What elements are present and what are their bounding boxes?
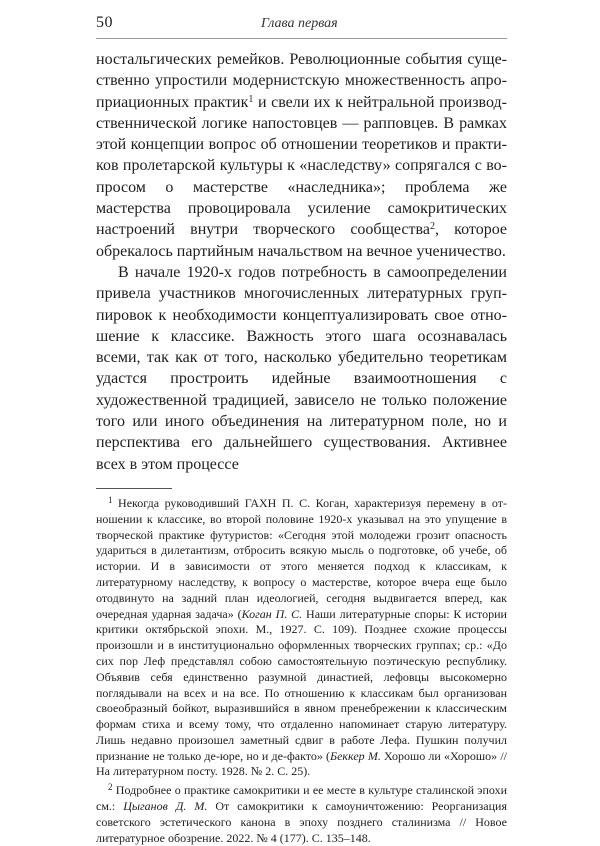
footnote-1-author-2: Беккер М. <box>330 748 381 763</box>
footnotes <box>96 496 507 846</box>
footnote-divider <box>96 488 172 489</box>
footnote-ref-1: 1 <box>248 93 254 105</box>
page-number: 50 <box>96 14 113 31</box>
chapter-title: Глава первая <box>261 16 338 31</box>
paragraph-1-part-1: ностальгических ремейков. Революционные события существенно упростили модернистскую множественность апроприационных практик <box>96 51 507 111</box>
footnote-1 <box>96 496 507 780</box>
paragraph-1 <box>96 49 507 262</box>
footnote-1-mark: 1 <box>108 494 113 505</box>
main-text <box>96 49 507 475</box>
paragraph-1-part-2: и свели их к нейтральной производственнической логике напостовцев — рапповцев. В рамках этой концепции вопрос об отношении теоретиков и практиков пролетарской культуры к «наследству» сопрягался с вопросом о мастерстве «наследника»; проблема же мастерства провоцировала усиление самокритических настроений внутри творческого сообщества <box>96 93 507 239</box>
running-head <box>96 12 507 39</box>
footnote-1-text-a: Некогда руководивший ГАХН П. С. Коган, характеризуя перемену в отношении к классике, во второй половине 1920-х указывал на это упущение в творческой практике футуристов: «Сегодня этой молодежи грозит опасность удариться в дилетантизм, отбросить всякую мысль о подготовке, об учебе, об истории. И в зависимости от этого меняется подход к классикам, к литературному наследству, к вопросу о мастерстве, которое вчера еще было отодвинуто на задний план идеологией, сегодня выдвигается вперед, как очередная ударная задача» ( <box>96 495 507 621</box>
paragraph-1-part-3: , которое обрекалось партийным начальством на вечное ученичество. <box>96 221 508 260</box>
footnote-2 <box>96 783 507 846</box>
paragraph-2: В начале 1920-х годов потребность в самоопределении привела участников многочисленных литературных группировок к необходимости концептуализировать свое отношение к классике. Важность этого шага осознавалась всеми, так как от того, насколько убедительно теоретикам удастся простроить идейные взаимоотношения с художественной традицией, зависело не только положение того или иного объединения на литературном поле, но и перспектива его дальнейшего существования. Активнее всех в этом процессе <box>96 263 507 473</box>
footnote-1-author-1: Коган П. С. <box>241 606 303 621</box>
footnote-1-text-b: Наши литературные споры: К истории критики октябрьской эпохи. М., 1927. С. 109). Позднее схожие процессы произошли и в институционально оформленных творческих группах; ср.: «До сих пор Леф представлял собою самостоятельную поэтическую республику. Объявив себя единственно разумной династией, лефовцы высокомерно поглядывали на всех и на все. По отношению к классикам был организован своеобразный бойкот, выразившийся в явном пренебрежении к классическим формам стиха и всему тому, что отдаленно напоминает старую литературу. Лишь недавно произошел заметный сдвиг в работе Лефа. Пушкин получил признание не только де-юре, но и де-факто» ( <box>96 606 507 763</box>
footnote-1-text-c: Хорошо ли «Хорошо» // На литературном посту. 1928. № 2. С. 25). <box>96 748 507 779</box>
footnote-2-author: Цыганов Д. М. <box>123 799 208 814</box>
footnote-2-text-a: Подробнее о практике самокритики и ее месте в культуре сталинской эпохи см.: <box>96 783 507 814</box>
book-page <box>96 12 507 846</box>
footnote-2-mark: 2 <box>108 782 113 793</box>
footnote-2-text-b: От самокритики к самоуничтожению: Реорганизация советского эстетического канона в эпоху позднего сталинизма // Новое литературное обозрение. 2022. № 4 (177). С. 135–148. <box>96 799 507 845</box>
footnote-ref-2: 2 <box>429 221 435 233</box>
